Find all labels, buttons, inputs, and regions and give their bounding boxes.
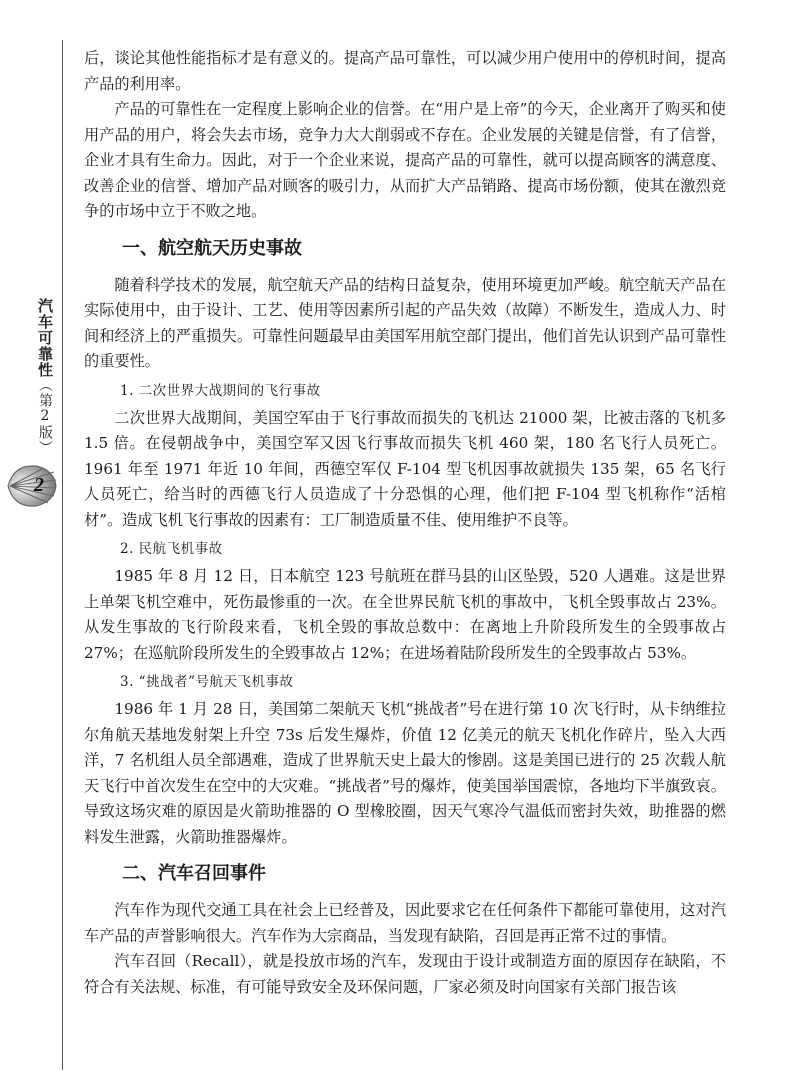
- shell-ornament-icon: [4, 458, 60, 514]
- paragraph: 1985 年 8 月 12 日，日本航空 123 号航班在群马县的山区坠毁，520 人遇难。这是世界上单架飞机空难中，死伤最惨重的一次。在全世界民航飞机的事故中，飞机全毁事故占 23%。从发生事故的飞行阶段来看，飞机全毁的事故总数中：在离地上升阶段所发生的全毁事故占 27%；在巡航阶段所发生的全毁事故占 12%；在进场着陆阶段所发生的全毁事故占 53%。: [84, 567, 726, 662]
- section-heading: 一、航空航天历史事故: [122, 237, 302, 259]
- page-body: [84, 46, 726, 1000]
- book-title: 汽车可靠性: [36, 298, 54, 378]
- paragraph: 二次世界大战期间，美国空军由于飞行事故而损失的飞机达 21000 架，比被击落的飞机多 1.5 倍。在侵朝战争中，美国空军又因飞行事故而损失飞机 460 架，180 名飞行人员死亡。1961 年至 1971 年近 10 年间，西德空军仅 F-104 型飞机因事故就损失 135 架，65 名飞行人员死亡，给当时的西德飞行人员造成了十分恐惧的心理，他们把 F-104 型飞机称作“活棺材”。造成飞机飞行事故的因素有：工厂制造质量不佳、使用维护不良等。: [84, 408, 726, 529]
- running-title: [30, 298, 56, 455]
- subsection-heading: 2. 民航飞机事故: [120, 541, 223, 557]
- paragraph: 后，谈论其他性能指标才是有意义的。提高产品可靠性，可以减少用户使用中的停机时间，提高产品的利用率。: [84, 49, 726, 93]
- paragraph: 产品的可靠性在一定程度上影响企业的信誉。在“用户是上帝”的今天，企业离开了购买和使用产品的用户，将会失去市场，竞争力大大削弱或不存在。企业发展的关键是信誉，有了信誉，企业才具有生命力。因此，对于一个企业来说，提高产品的可靠性，就可以提高顾客的满意度、改善企业的信誉、增加产品对顾客的吸引力，从而扩大产品销路、提高市场份额，使其在激烈竞争的市场中立于不败之地。: [84, 100, 726, 220]
- paragraph: 随着科学技术的发展，航空航天产品的结构日益复杂，使用环境更加严峻。航空航天产品在实际使用中，由于设计、工艺、使用等因素所引起的产品失效（故障）不断发生，造成人力、时间和经济上的严重损失。可靠性问题最早由美国军用航空部门提出，他们首先认识到产品可靠性的重要性。: [84, 275, 726, 370]
- subsection-heading: 3. “挑战者”号航天飞机事故: [120, 674, 294, 690]
- edition-label: （第2版）: [37, 378, 53, 455]
- paragraph: 1986 年 1 月 28 日，美国第二架航天飞机“挑战者”号在进行第 10 次飞行时，从卡纳维拉尔角航天基地发射架上升空 73s 后发生爆炸，价值 12 亿美元的航天飞机化作碎片，坠入大西洋，7 名机组人员全部遇难，造成了世界航天史上最大的惨剧。这是美国已进行的 25 次载人航天飞行中首次发生在空中的大灾难。“挑战者”号的爆炸，使美国举国震惊，各地均下半旗致哀。导致这场灾难的原因是火箭助推器的 O 型橡胶圈，因天气寒冷气温低而密封失效，助推器的燃料发生泄露，火箭助推器爆炸。: [84, 700, 726, 846]
- paragraph: 汽车作为现代交通工具在社会上已经普及，因此要求它在任何条件下都能可靠使用，这对汽车产品的声誉影响很大。汽车作为大宗商品，当发现有缺陷，召回是再正常不过的事情。: [84, 901, 726, 945]
- page-number: 2: [34, 474, 44, 496]
- paragraph: 汽车召回（Recall），就是投放市场的汽车，发现由于设计或制造方面的原因存在缺陷，不符合有关法规、标准，有可能导致安全及环保问题，厂家必须及时向国家有关部门报告该: [84, 952, 726, 996]
- margin-rule: [62, 40, 63, 1070]
- section-heading: 二、汽车召回事件: [122, 863, 266, 884]
- subsection-heading: 1. 二次世界大战期间的飞行事故: [120, 382, 321, 399]
